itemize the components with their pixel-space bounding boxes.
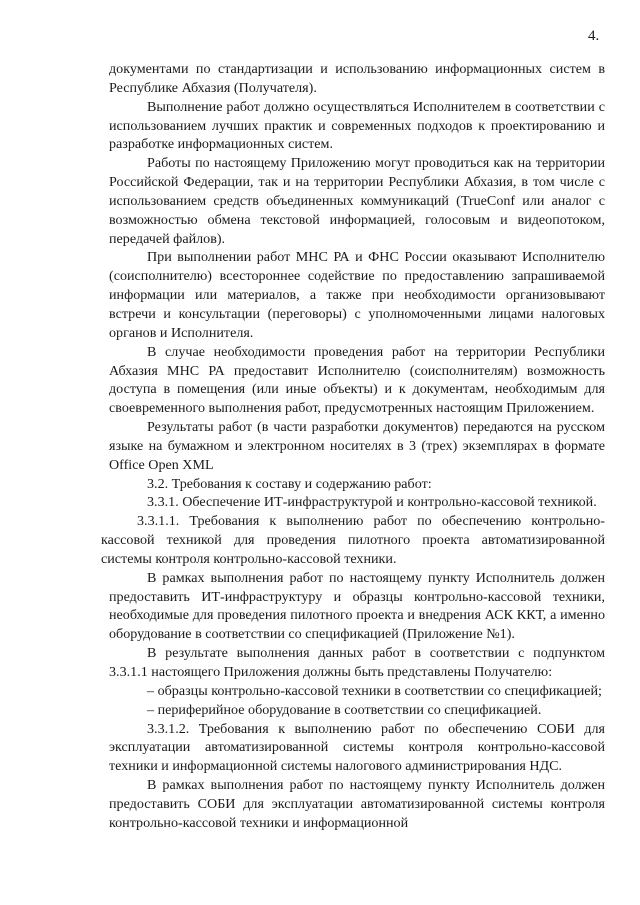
- paragraph: В рамках выполнения работ по настоящему пункту Исполнитель должен предоставить ИТ-инфраструктуру и образцы контрольно-кассовой техники, необходимые для проведения пилотного проекта и внедрения АСК ККТ, а именно оборудование в соответствии со спецификацией (Приложение №1).: [109, 569, 605, 643]
- paragraph: В результате выполнения данных работ в соответствии с подпунктом 3.3.1.1 настоящего Приложения должны быть представлены Получателю:: [109, 645, 605, 680]
- subsection-heading: 3.3.1.2. Требования к выполнению работ по обеспечению СОБИ для эксплуатации автоматизированной системы контроля контрольно-кассовой техники и информационной системы налогового администрирования НДС.: [109, 720, 605, 775]
- paragraph: Работы по настоящему Приложению могут проводиться как на территории Российской Федерации, так и на территории Республики Абхазия, в том числе с использованием средств объединенных коммуникаций (TrueConf или аналог с возможностью обмена текстовой информацией, голосовым и видеопотоком, передачей файлов).: [109, 155, 605, 247]
- page-number: 4.: [588, 28, 600, 44]
- list-item: – образцы контрольно-кассовой техники в соответствии со спецификацией;: [147, 682, 602, 699]
- paragraph: Выполнение работ должно осуществляться Исполнителем в соответствии с использованием лучших практик и современных подходов к проектированию и разработке информационных систем.: [109, 98, 605, 153]
- list-item: – периферийное оборудование в соответствии со спецификацией.: [147, 701, 542, 718]
- section-heading: 3.2. Требования к составу и содержанию работ:: [147, 475, 432, 492]
- paragraph: Результаты работ (в части разработки документов) передаются на русском языке на бумажном и электронном носителях в 3 (трех) экземплярах в формате Office Open XML: [109, 419, 605, 473]
- paragraph: В случае необходимости проведения работ на территории Республики Абхазия МНС РА предоставит Исполнителю (соисполнителям) возможность доступа в помещения (или иные объекты) и к документам, необходимым для своевременного выполнения работ, предусмотренных настоящим Приложением.: [109, 343, 605, 417]
- subsection-heading: 3.3.1.1. Требования к выполнению работ по обеспечению контрольно-кассовой техникой для проведения пилотного проекта автоматизированной системы контроля контрольно-кассовой техники.: [101, 513, 605, 567]
- section-heading: 3.3.1. Обеспечение ИТ-инфраструктурой и контрольно-кассовой техникой.: [147, 494, 597, 511]
- paragraph: В рамках выполнения работ по настоящему пункту Исполнитель должен предоставить СОБИ для эксплуатации автоматизированной системы контроля контрольно-кассовой техники и информационной: [109, 777, 605, 831]
- document-body: [101, 60, 605, 833]
- paragraph: документами по стандартизации и использованию информационных систем в Республике Абхазия (Получателя).: [109, 61, 605, 96]
- paragraph: При выполнении работ МНС РА и ФНС России оказывают Исполнителю (соисполнителю) всестороннее содействие по предоставлению запрашиваемой информации или материалов, а также при необходимости организовывают встречи и консультации (переговоры) с уполномоченными лицами налоговых органов и Исполнителя.: [109, 249, 605, 341]
